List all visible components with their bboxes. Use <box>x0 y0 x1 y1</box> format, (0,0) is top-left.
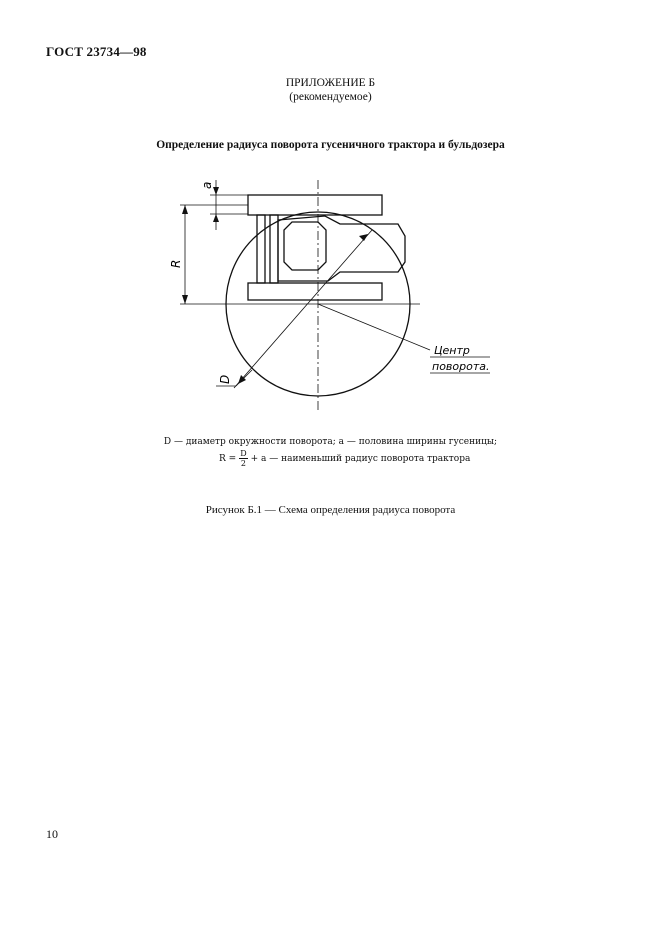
figure-legend-formula <box>219 449 470 468</box>
page-number: 10 <box>46 827 58 841</box>
formula-lhs: R = <box>219 453 237 464</box>
frame-post <box>257 215 265 283</box>
label-center-line2: поворота. <box>432 360 490 373</box>
diameter-line <box>234 230 372 388</box>
appendix-subtitle: (рекомендуемое) <box>289 91 372 103</box>
document-code: ГОСТ 23734—98 <box>46 44 147 59</box>
label-center-line1: Центр <box>434 344 470 357</box>
label-a: a <box>200 181 214 189</box>
section-title: Определение радиуса поворота гусеничного трактора и бульдозера <box>156 139 505 151</box>
formula-numerator: D <box>240 449 247 458</box>
center-leader <box>318 304 430 350</box>
figure-caption: Рисунок Б.1 — Схема определения радиуса поворота <box>205 504 456 516</box>
appendix-title: ПРИЛОЖЕНИЕ Б <box>285 77 376 89</box>
cab <box>284 222 326 270</box>
body-outline <box>278 216 405 281</box>
formula-rest: + a — наименьший радиус поворота трактора <box>250 453 471 464</box>
label-R: R <box>169 259 183 268</box>
turning-radius-diagram <box>0 0 661 420</box>
formula-fraction <box>239 449 247 468</box>
label-D: D <box>218 374 232 384</box>
figure-legend-line1: D — диаметр окружности поворота; a — половина ширины гусеницы; <box>163 437 498 447</box>
bottom-track <box>248 283 382 300</box>
formula-denominator: 2 <box>240 459 246 468</box>
